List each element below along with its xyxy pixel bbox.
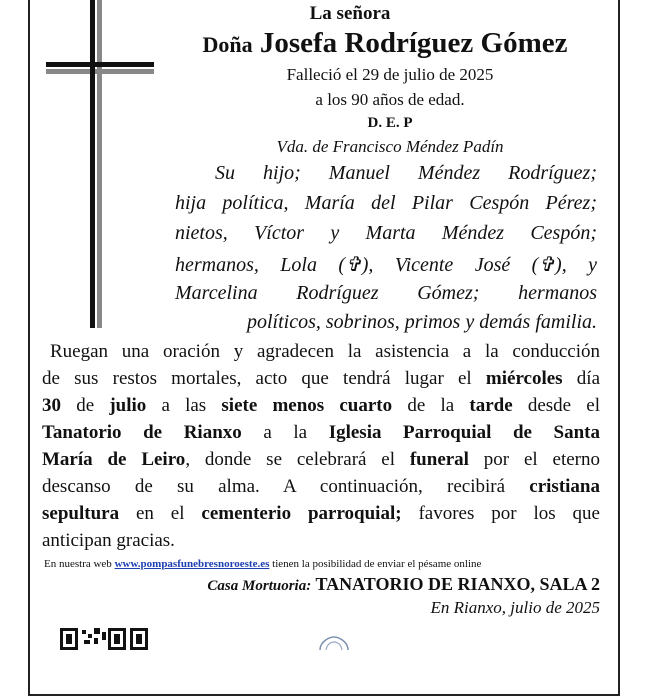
condolence-note: En nuestra web www.pompasfunebresnoroeste.es tienen la posibilidad de enviar el pésame online: [44, 558, 482, 570]
name-prefix: Doña: [202, 32, 253, 57]
widow-line: Vda. de Francisco Méndez Padín: [276, 137, 504, 156]
ceremony-line: María de Leiro, donde se celebrará el funeral por el eterno: [42, 449, 601, 470]
ceremony-line: sepultura en el cementerio parroquial; favores por los que: [42, 503, 600, 524]
funeral-home-line: Casa Mortuoria: TANATORIO DE RIANXO, SALA 2: [207, 574, 600, 594]
deceased-name-line: [155, 27, 615, 60]
qr-code-icon[interactable]: [60, 628, 148, 650]
ceremony-line: de sus restos mortales, acto que tendrá lugar el miércoles día: [42, 368, 600, 389]
family-line: Marcelina Rodríguez Gómez; hermanos: [175, 282, 597, 304]
ceremony-line: descanso de su alma. A continuación, recibirá cristiana: [42, 476, 600, 497]
family-line: nietos, Víctor y Marta Méndez Cespón;: [175, 222, 597, 244]
ceremony-line: anticipan gracias.: [42, 530, 175, 551]
ceremony-line: Ruegan una oración y agradecen la asistencia a la conducción: [50, 341, 600, 362]
deceased-name: Josefa Rodríguez Gómez: [259, 27, 568, 59]
family-line: hermanos, Lola (✞), Vicente José (✞), y: [175, 254, 597, 276]
cross-icon: [46, 0, 154, 328]
funeral-home-logo-icon: [316, 635, 352, 650]
ceremony-line: Tanatorio de Rianxo a la Iglesia Parroquial de Santa: [42, 422, 600, 443]
deceased-title: La señora: [309, 3, 391, 24]
family-line: Su hijo; Manuel Méndez Rodríguez;: [215, 162, 597, 184]
age-at-death: a los 90 años de edad.: [315, 90, 465, 109]
rip-abbreviation: D. E. P: [367, 115, 413, 131]
death-date: Falleció el 29 de julio de 2025: [286, 65, 494, 84]
family-line: políticos, sobrinos, primos y demás familia.: [246, 311, 597, 333]
family-line: hija política, María del Pilar Cespón Pérez;: [175, 192, 597, 214]
place-date: En Rianxo, julio de 2025: [430, 598, 600, 617]
ceremony-line: 30 de julio a las siete menos cuarto de la tarde desde el: [42, 395, 600, 416]
website-link[interactable]: www.pompasfunebresnoroeste.es: [114, 558, 270, 570]
funeral-home-name: TANATORIO DE RIANXO, SALA 2: [315, 574, 600, 594]
